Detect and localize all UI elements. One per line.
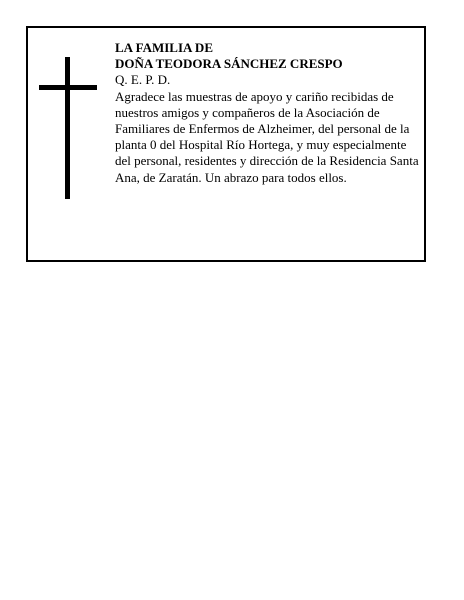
obituary-notice (26, 26, 426, 262)
deceased-name: DOÑA TEODORA SÁNCHEZ CRESPO (115, 56, 343, 72)
cross-icon (39, 57, 97, 199)
family-heading: LA FAMILIA DE (115, 40, 213, 55)
qepd-text: Q. E. P. D. (115, 72, 171, 88)
notice-content (115, 40, 421, 186)
cross-vertical-bar (65, 57, 70, 199)
cross-horizontal-bar (39, 85, 97, 90)
thanks-message: Agradece las muestras de apoyo y cariño recibidas de nuestros amigos y compañeros de la Asociación de Familiares de Enfermos de Alzheimer, del personal de la planta 0 del Hospital Río Hortega, y muy especialmente del personal, residentes y dirección de la Residencia Santa Ana, de Zaratán. Un abrazo para todos ellos. (115, 88, 419, 185)
